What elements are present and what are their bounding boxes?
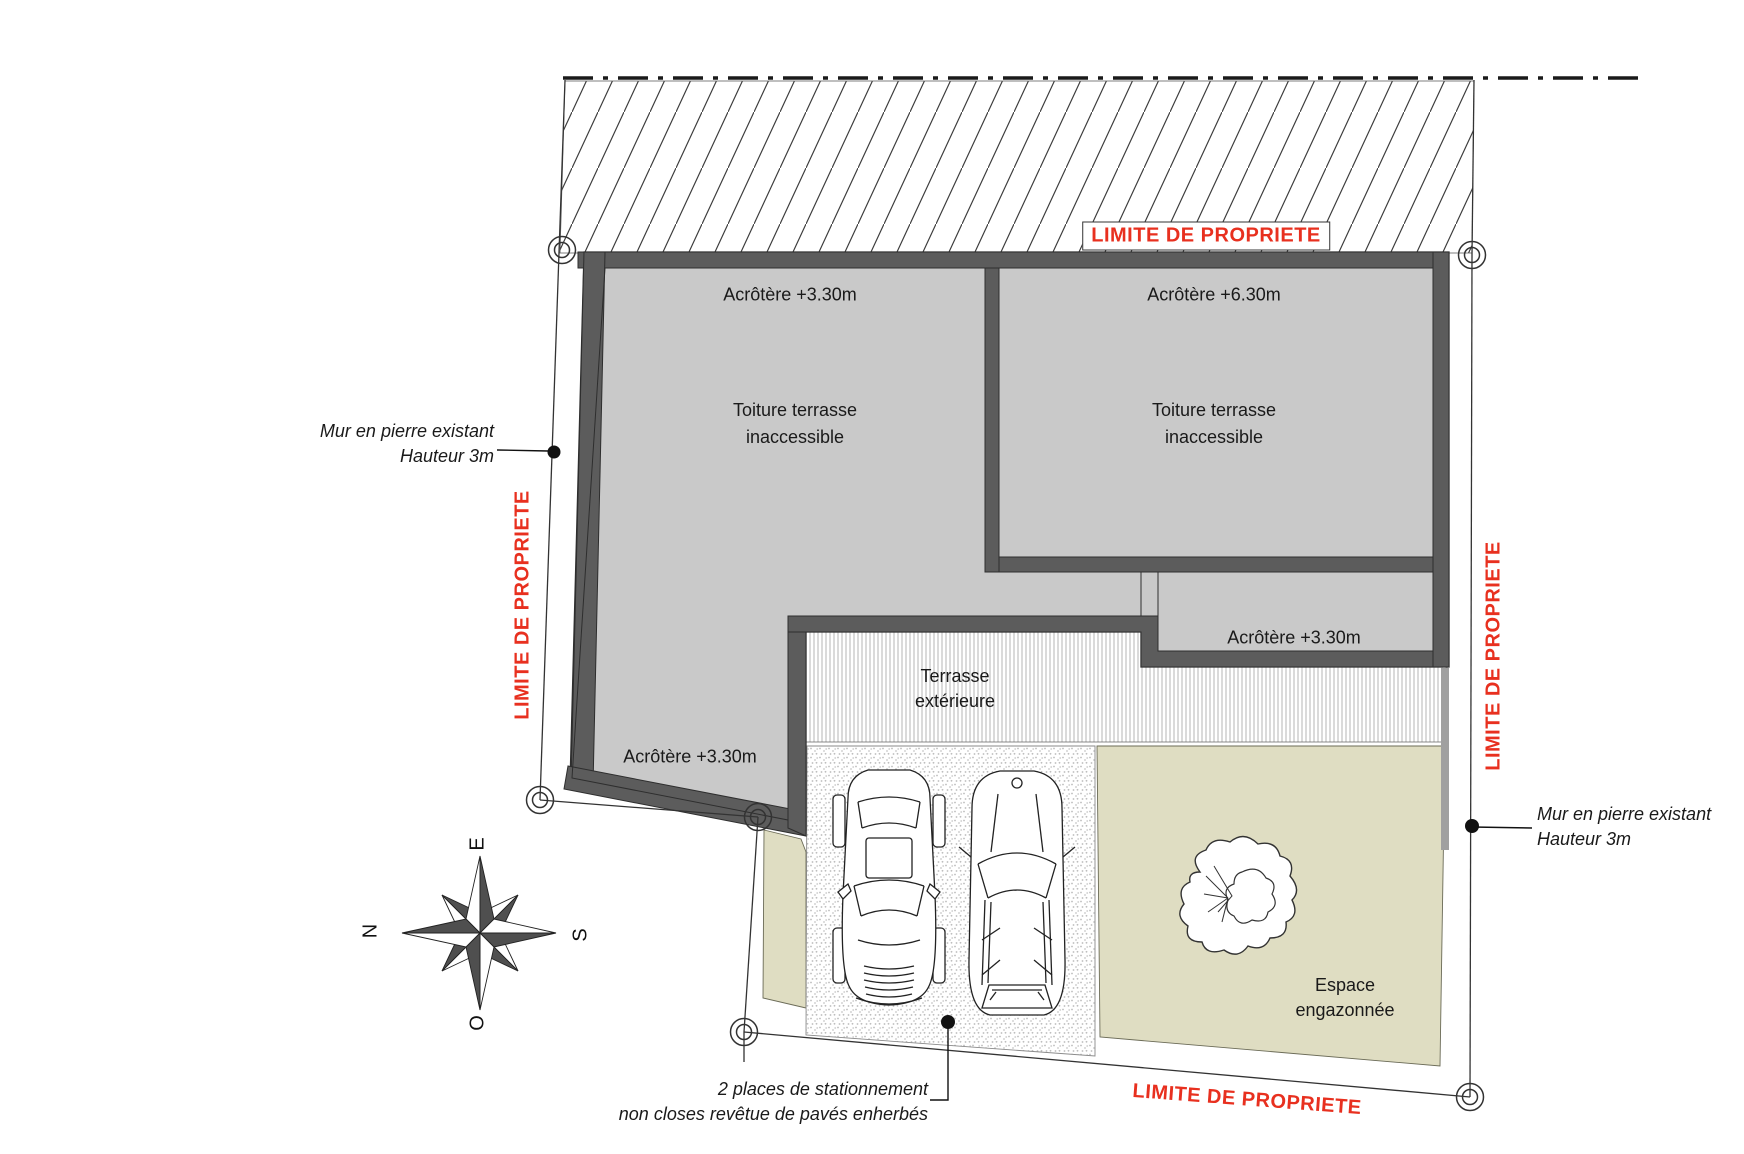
left-building-roof-label [733, 397, 857, 451]
terrace-label-line2: extérieure [914, 691, 996, 711]
roof-label-line1: Toiture terrasse [1151, 400, 1277, 420]
neighbor-hatch-area [560, 81, 1474, 253]
boundary-label-left: LIMITE DE PROPRIETE [511, 485, 536, 725]
parking-note-line2: non closes revêtue de pavés enherbés [618, 1104, 928, 1124]
stone-wall-note-left [320, 419, 494, 469]
wing-acrotere-label: Acrôtère +3.30m [623, 746, 757, 767]
car-2 [959, 771, 1075, 1015]
compass-cardinal-points [402, 856, 556, 1010]
stone-wall-note-line2: Hauteur 3m [1537, 829, 1632, 849]
stone-wall-stub [1441, 668, 1449, 850]
roof-label-line2: inaccessible [1164, 427, 1264, 447]
boundary-label-right: LIMITE DE PROPRIETE [1482, 536, 1507, 776]
compass-letter-east: E [466, 837, 489, 851]
wall-right-building-bottom [999, 557, 1449, 572]
stone-wall-note-line2: Hauteur 3m [399, 446, 494, 466]
compass-letter-west: O [466, 1015, 489, 1031]
wall-shared [985, 268, 999, 572]
terrace-label [915, 664, 995, 714]
roof-label-line1: Toiture terrasse [732, 400, 858, 420]
roof-label-line2: inaccessible [745, 427, 845, 447]
boundary-label-bottom: LIMITE DE PROPRIETE [1127, 1079, 1368, 1122]
wall-right [1433, 252, 1449, 667]
lawn-label [1295, 973, 1394, 1023]
stone-wall-note-right [1537, 802, 1711, 852]
parking-note [619, 1077, 928, 1127]
left-building-acrotere-label: Acrôtère +3.30m [723, 284, 857, 305]
boundary-label-top: LIMITE DE PROPRIETE [1082, 222, 1330, 251]
compass-letter-north: N [359, 923, 382, 939]
lawn-label-line2: engazonnée [1295, 1000, 1395, 1020]
right-building-roof-label [1152, 397, 1276, 451]
lawn-wedge [763, 830, 806, 1008]
stone-wall-note-line1: Mur en pierre existant [319, 421, 494, 441]
compass-rose [402, 856, 556, 1010]
strip-acrotere-label: Acrôtère +3.30m [1227, 627, 1361, 648]
right-building-acrotere-label: Acrôtère +6.30m [1147, 284, 1281, 305]
tree-symbol [1180, 836, 1297, 954]
building-footprint [570, 252, 1449, 830]
car-1 [833, 770, 945, 1005]
wall-terrace-left [788, 616, 806, 836]
stone-wall-note-line1: Mur en pierre existant [1537, 804, 1712, 824]
compass-letter-south: S [569, 928, 592, 942]
parking-note-line1: 2 places de stationnement [717, 1079, 928, 1099]
lawn-label-line1: Espace [1314, 975, 1376, 995]
wall-top [578, 252, 1449, 268]
terrace-label-line1: Terrasse [920, 666, 990, 686]
